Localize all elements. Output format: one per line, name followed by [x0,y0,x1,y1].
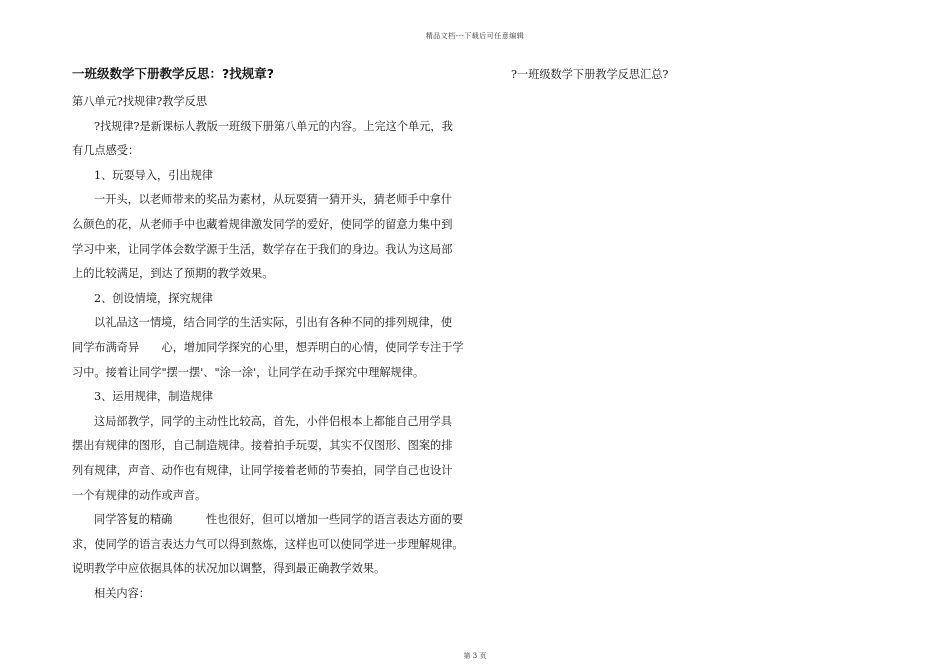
document-title: 一班级数学下册教学反思：?找规章? [72,66,275,81]
page-number: 第 3 页 [463,652,487,660]
paragraph-line: 以礼品这一情境，结合同学的生活实际，引出有各种不同的排列规律，使 [94,316,453,330]
paragraph-line: 同学布满奇异 心，增加同学探究的心里，想弄明白的心情，使同学专注于学 [72,340,464,354]
paragraph-line: 上的比较满足，到达了预期的教学效果。 [72,267,274,281]
paragraph-line: 第八单元?找规律?教学反思 [72,95,208,108]
paragraph-line: 摆出有规律的图形，自己制造规律。接着拍手玩耍，其实不仅图形、图案的排 [72,439,453,453]
paragraph-line: 3、运用规律，制造规律 [94,390,213,404]
page-header: 精品文档---下载后可任意编辑 [425,32,525,40]
related-link[interactable]: ?一班级数学下册教学反思汇总? [511,68,669,81]
paragraph-line: 列有规律，声音、动作也有规律，让同学接着老师的节奏拍，同学自己也设计 [72,463,453,477]
paragraph-line: 习中。接着让同学"摆一摆'、"涂一涂'，让同学在动手探究中理解规律。 [72,365,425,379]
paragraph-line: 同学答复的精确 性也很好，但可以增加一些同学的语言表达方面的要 [94,513,464,527]
paragraph-line: 这局部教学，同学的主动性比较高，首先，小伴侣根本上都能自己用学具 [94,414,453,428]
paragraph-line: ?找规律?是新课标人教版一班级下册第八单元的内容。上完这个单元，我 [94,119,453,133]
paragraph-line: 么颜色的花，从老师手中也藏着规律激发同学的爱好，使同学的留意力集中到 [72,217,453,231]
paragraph-line: 一开头，以老师带来的奖品为素材，从玩耍猜一猜开头，猜老师手中拿什 [94,193,453,207]
main-column [72,64,464,606]
paragraph-line: 说明教学中应依据具体的状况加以调整，得到最正确教学效果。 [72,562,386,576]
body-text [72,90,464,606]
paragraph-line: 1、玩耍导入，引出规律 [94,168,213,182]
paragraph-line: 有几点感受： [72,144,140,158]
paragraph-line: 2、创设情境，探究规律 [94,291,213,305]
paragraph-line: 学习中来，让同学体会数学源于生活，数学存在于我们的身边。我认为这局部 [72,242,453,256]
paragraph-line: 求，使同学的语言表达力气可以得到熬炼，这样也可以使同学进一步理解规律。 [72,537,464,551]
paragraph-line: 一个有规律的动作或声音。 [72,488,207,502]
paragraph-line: 相关内容： [94,586,150,600]
